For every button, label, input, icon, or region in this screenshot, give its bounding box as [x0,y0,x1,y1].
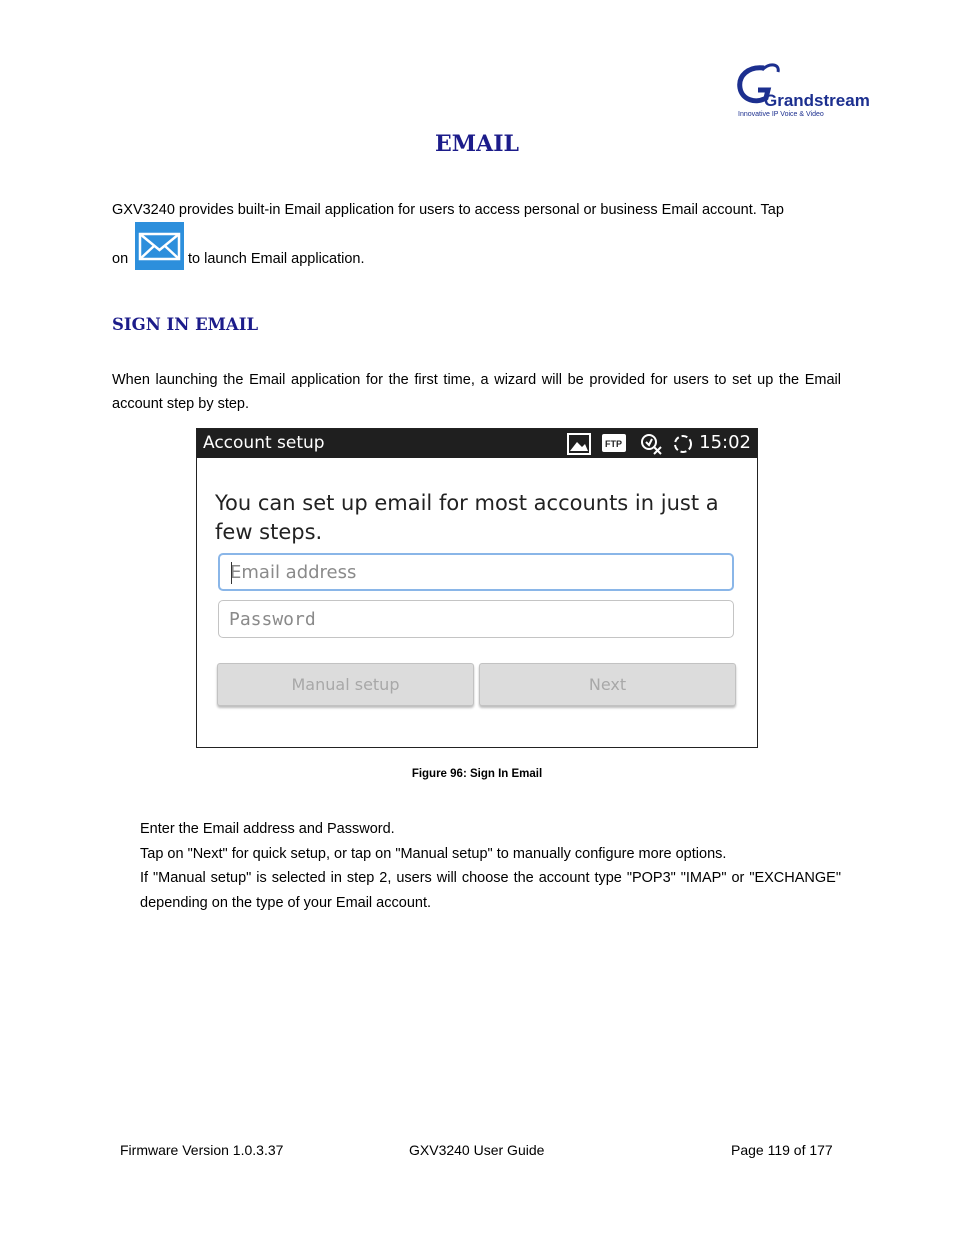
email-field[interactable] [218,553,734,591]
section-title: SIGN IN EMAIL [112,315,259,334]
email-app-icon [135,222,184,270]
intro-line-1: GXV3240 provides built-in Email application for users to access personal or business Email account. Tap [112,202,784,218]
password-input[interactable] [219,601,733,637]
footer-guide-title: GXV3240 User Guide [409,1142,545,1158]
manual-setup-button[interactable]: Manual setup [217,663,474,706]
logo-tagline: Innovative IP Voice & Video [738,111,824,118]
password-field[interactable] [218,600,734,638]
footer-page-number: Page 119 of 177 [731,1142,833,1158]
intro-line-2-prefix: on [112,251,129,267]
footer-firmware: Firmware Version 1.0.3.37 [120,1142,284,1158]
svg-text:FTP: FTP [605,439,622,449]
grandstream-logo [734,60,870,118]
account-setup-screenshot [196,428,758,748]
text-caret [231,562,232,584]
ftp-icon [602,434,626,457]
page-title: EMAIL [435,131,519,157]
section-paragraph: When launching the Email application for the first time, a wizard will be provided for users to set up the Email account step by step. [112,372,841,412]
email-input[interactable] [220,555,732,589]
logo-brand: Grandstream [764,91,870,110]
intro-line-2-suffix: to launch Email application. [188,251,365,267]
status-clock: 15:02 [699,432,751,453]
mute-icon [640,433,662,460]
app-title: Account setup [203,433,325,453]
step-item: If "Manual setup" is selected in step 2, users will choose the account type "POP3" "IMAP" or "EXCHANGE" depending on the type of your Email account. [140,870,841,911]
step-item: Enter the Email address and Password. [140,821,395,837]
status-bar [197,429,757,458]
sync-icon [672,433,694,460]
steps-list [140,817,841,915]
setup-prompt: You can set up email for most accounts in just a few steps. [215,491,719,544]
image-icon [567,433,591,460]
figure-caption: Figure 96: Sign In Email [411,768,543,780]
next-button[interactable]: Next [479,663,736,706]
step-item: Tap on "Next" for quick setup, or tap on "Manual setup" to manually configure more options. [140,845,727,862]
